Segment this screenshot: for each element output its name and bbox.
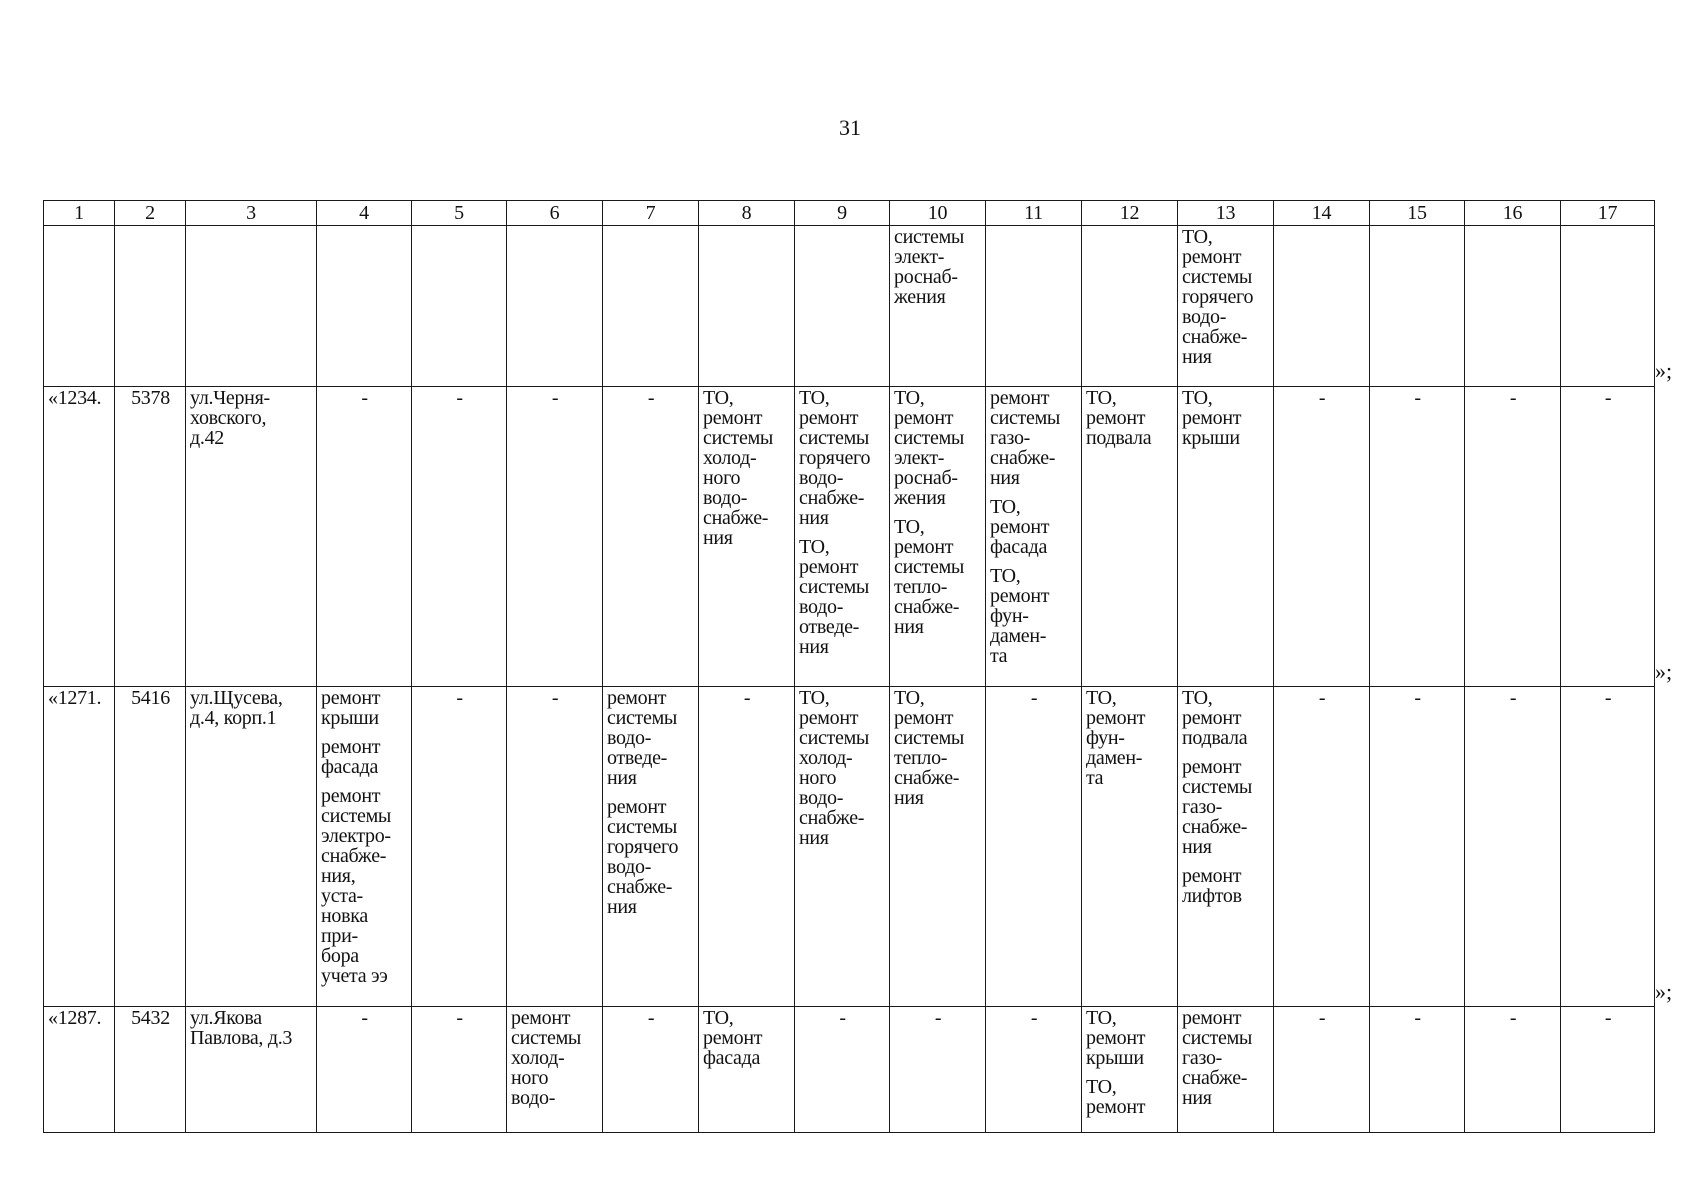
building-code: 5416 (115, 687, 186, 1007)
work-item: ТО, ремонт фун- дамен- та (990, 565, 1050, 667)
work-item: ремонт лифтов (1182, 865, 1242, 907)
address (186, 1007, 317, 1133)
row-closing-mark: »; (1655, 979, 1673, 1004)
column-number: 2 (115, 201, 186, 226)
work-item: ремонт системы горячего водо- снабже- ния (607, 796, 679, 918)
table-row-1234 (44, 387, 1655, 687)
table-cell (1082, 226, 1178, 387)
column-number: 6 (507, 201, 603, 226)
column-number: 3 (186, 201, 317, 226)
column-number: 4 (317, 201, 412, 226)
work-item: ТО, ремонт крыши (1182, 387, 1242, 449)
work-item: ремонт системы водо- отведе- ния (607, 687, 678, 789)
table-cell (890, 687, 986, 1007)
address-text: ул.Черня- ховского, д.42 (190, 387, 270, 449)
table-cell (1274, 226, 1370, 387)
work-item: ремонт фасада (321, 736, 381, 778)
table-row-continuation (44, 226, 1655, 387)
table-cell: - (1465, 1007, 1561, 1133)
table-cell: - (412, 387, 507, 687)
table-row-1271 (44, 687, 1655, 1007)
column-number: 13 (1178, 201, 1274, 226)
table-cell (507, 226, 603, 387)
table-cell: - (603, 1007, 699, 1133)
table-cell (795, 387, 890, 687)
table-cell (1178, 1007, 1274, 1133)
column-number: 17 (1561, 201, 1655, 226)
table-cell (986, 226, 1082, 387)
table-cell: - (1370, 687, 1465, 1007)
column-number: 1 (44, 201, 115, 226)
table-cell (890, 387, 986, 687)
table-cell: - (412, 1007, 507, 1133)
table-cell (1178, 387, 1274, 687)
table-cell: - (1274, 387, 1370, 687)
table-cell (603, 226, 699, 387)
row-index: «1271. (44, 687, 115, 1007)
work-item: ТО, ремонт системы водо- отведе- ния (799, 536, 870, 658)
table-cell: - (1561, 687, 1655, 1007)
work-item: ТО, ремонт фун- дамен- та (1086, 687, 1146, 789)
table-cell: - (1561, 1007, 1655, 1133)
row-closing-mark: »; (1655, 358, 1673, 383)
table-cell (412, 226, 507, 387)
address-text: ул.Якова Павлова, д.3 (190, 1007, 293, 1049)
repair-schedule-table (43, 200, 1655, 1133)
work-item: ТО, ремонт системы холод- ного водо- снабже- ния (799, 687, 870, 849)
table-cell (1465, 226, 1561, 387)
table-cell (699, 387, 795, 687)
column-number: 10 (890, 201, 986, 226)
table-cell: - (317, 1007, 412, 1133)
table-cell (507, 1007, 603, 1133)
table-cell: - (1561, 387, 1655, 687)
table-cell (1561, 226, 1655, 387)
table-cell (1082, 687, 1178, 1007)
table-cell: - (1274, 687, 1370, 1007)
work-item: ТО, ремонт системы тепло- снабже- ния (894, 687, 965, 809)
page-number: 31 (839, 115, 861, 140)
address-text: ул.Щусева, д.4, корп.1 (190, 687, 283, 729)
work-item: ТО, ремонт фасада (703, 1007, 763, 1069)
table-cell (1178, 687, 1274, 1007)
table-cell: - (412, 687, 507, 1007)
table-cell (699, 1007, 795, 1133)
work-item: ремонт системы газо- снабже- ния (1182, 756, 1253, 858)
address (186, 387, 317, 687)
table-cell (890, 226, 986, 387)
work-item: ремонт системы газо- снабже- ния (1182, 1007, 1253, 1109)
table-cell (699, 226, 795, 387)
address (186, 687, 317, 1007)
table-cell (1370, 226, 1465, 387)
column-number: 9 (795, 201, 890, 226)
table-cell: - (317, 387, 412, 687)
table-cell: - (1370, 387, 1465, 687)
row-closing-mark: »; (1655, 659, 1673, 684)
table-cell (603, 687, 699, 1007)
work-item: ремонт системы электро- снабже- ния, уста- новка при- бора учета ээ (321, 785, 392, 987)
table-cell (186, 226, 317, 387)
work-item: ремонт системы газо- снабже- ния (990, 387, 1061, 489)
column-number: 8 (699, 201, 795, 226)
table-cell: - (603, 387, 699, 687)
column-number: 12 (1082, 201, 1178, 226)
table-cell: - (699, 687, 795, 1007)
work-item: ТО, ремонт системы холод- ного водо- снабже- ния (703, 387, 774, 549)
building-code: 5432 (115, 1007, 186, 1133)
row-index: «1287. (44, 1007, 115, 1133)
column-number: 11 (986, 201, 1082, 226)
table-cell (1178, 226, 1274, 387)
table-cell (986, 387, 1082, 687)
work-item: ТО, ремонт (1086, 1076, 1146, 1118)
table-cell (795, 226, 890, 387)
work-item: ремонт крыши (321, 687, 381, 729)
table-cell: - (1465, 687, 1561, 1007)
table-cell: - (986, 687, 1082, 1007)
table-cell: - (507, 387, 603, 687)
table-cell: - (986, 1007, 1082, 1133)
table-cell: - (1370, 1007, 1465, 1133)
work-item: ТО, ремонт системы горячего водо- снабже- ния (799, 387, 871, 529)
table-cell (1082, 1007, 1178, 1133)
work-item: ТО, ремонт подвала (1086, 387, 1152, 449)
table-row-1287 (44, 1007, 1655, 1133)
table-cell (317, 687, 412, 1007)
table-cell (115, 226, 186, 387)
table-cell: - (890, 1007, 986, 1133)
table-cell (44, 226, 115, 387)
work-item: ТО, ремонт крыши (1086, 1007, 1146, 1069)
column-number: 5 (412, 201, 507, 226)
row-index: «1234. (44, 387, 115, 687)
work-item: ТО, ремонт фасада (990, 496, 1050, 558)
table-cell: - (795, 1007, 890, 1133)
work-item: системы элект- роснаб- жения (894, 226, 965, 308)
building-code: 5378 (115, 387, 186, 687)
work-item: ТО, ремонт системы горячего водо- снабже- ния (1182, 226, 1254, 368)
table-cell: - (1465, 387, 1561, 687)
work-item: ремонт системы холод- ного водо- (511, 1007, 582, 1109)
work-item: ТО, ремонт системы тепло- снабже- ния (894, 516, 965, 638)
column-number: 14 (1274, 201, 1370, 226)
column-number: 15 (1370, 201, 1465, 226)
work-item: ТО, ремонт системы элект- роснаб- жения (894, 387, 965, 509)
table-cell (795, 687, 890, 1007)
table-cell: - (507, 687, 603, 1007)
column-number: 7 (603, 201, 699, 226)
table-cell: - (1274, 1007, 1370, 1133)
work-item: ТО, ремонт подвала (1182, 687, 1248, 749)
column-number-row (44, 201, 1655, 226)
column-number: 16 (1465, 201, 1561, 226)
table-cell (1082, 387, 1178, 687)
table-cell (317, 226, 412, 387)
